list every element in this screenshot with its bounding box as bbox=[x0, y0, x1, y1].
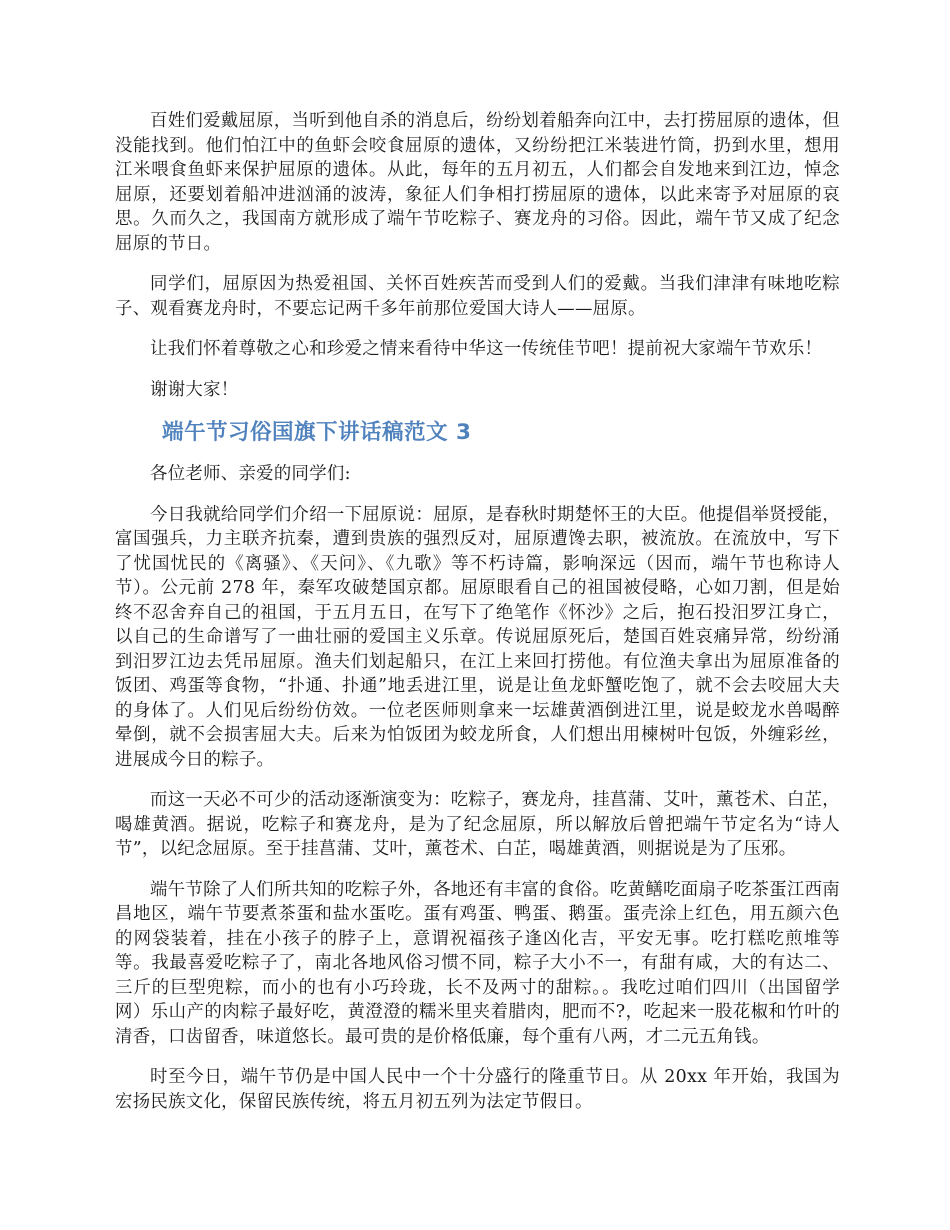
document-body bbox=[115, 109, 840, 1130]
section-heading: 端午节习俗国旗下讲话稿范文 3 bbox=[162, 420, 472, 445]
paragraph: 今日我就给同学们介绍一下屈原说：屈原，是春秋时期楚怀王的大臣。他提倡举贤授能，富国强兵，力主联齐抗秦，遭到贵族的强烈反对，屈原遭馋去职，被流放。在流放中，写下了忧国忧民的《离骚》、《天问》、《九歌》等不朽诗篇，影响深远（因而，端午节也称诗人节）。公元前 278 年，秦军攻破楚国京都。屈原眼看自己的祖国被侵略，心如刀割，但是始终不忍舍弃自己的祖国，于五月五日，在写下了绝笔作《怀沙》之后，抱石投汨罗江身亡，以自己的生命谱写了一曲壮丽的爱国主义乐章。传说屈原死后，楚国百姓哀痛异常，纷纷涌到汨罗江边去凭吊屈原。渔夫们划起船只，在江上来回打捞他。有位渔夫拿出为屈原准备的饭团、鸡蛋等食物，“扑通、扑通”地丢进江里，说是让鱼龙虾蟹吃饱了，就不会去咬屈大夫的身体了。人们见后纷纷仿效。一位老医师则拿来一坛雄黄酒倒进江里，说是蛟龙水兽喝醉晕倒，就不会损害屈大夫。后来为怕饭团为蛟龙所食，人们想出用楝树叶包饭，外缠彩丝，进展成今日的粽子。 bbox=[115, 504, 840, 770]
paragraph: 时至今日，端午节仍是中国人民中一个十分盛行的隆重节日。从 20xx 年开始，我国为宏扬民族文化，保留民族传统，将五月初五列为法定节假日。 bbox=[115, 1067, 840, 1112]
salutation: 各位老师、亲爱的同学们: bbox=[150, 464, 351, 484]
paragraph: 端午节除了人们所共知的吃粽子外，各地还有丰富的食俗。吃黄鳝吃面扇子吃茶蛋江西南昌地区，端午节要煮茶蛋和盐水蛋吃。蛋有鸡蛋、鸭蛋、鹅蛋。蛋壳涂上红色，用五颜六色的网袋装着，挂在小孩子的脖子上，意谓祝福孩子逢凶化吉，平安无事。吃打糕吃煎堆等等。我最喜爱吃粽子了，南北各地风俗习惯不同，粽子大小不一，有甜有咸，大的有达二、三斤的巨型兜粽，而小的也有小巧玲珑，长不及两寸的甜粽。。我吃过咱们四川（出国留学网）乐山产的肉粽子最好吃，黄澄澄的糯米里夹着腊肉，肥而不?，吃起来一股花椒和竹叶的清香，口齿留香，味道悠长。最可贵的是价格低廉，每个重有八两，才二元五角钱。 bbox=[115, 879, 840, 1047]
paragraph: 同学们，屈原因为热爱祖国、关怀百姓疾苦而受到人们的爱戴。当我们津津有味地吃粽子、观看赛龙舟时，不要忘记两千多年前那位爱国大诗人——屈原。 bbox=[115, 274, 840, 319]
closing-thanks: 谢谢大家！ bbox=[150, 379, 239, 400]
paragraph: 百姓们爱戴屈原，当听到他自杀的消息后，纷纷划着船奔向江中，去打捞屈原的遗体，但没能找到。他们怕江中的鱼虾会咬食屈原的遗体，又纷纷把江米装进竹筒，扔到水里，想用江米喂食鱼虾来保护屈原的遗体。从此，每年的五月初五，人们都会自发地来到江边，悼念屈原，还要划着船冲进汹涌的波涛，象征人们争相打捞屈原的遗体，以此来寄予对屈原的哀思。久而久之，我国南方就形成了端午节吃粽子、赛龙舟的习俗。因此，端午节又成了纪念屈原的节日。 bbox=[115, 111, 840, 254]
paragraph: 让我们怀着尊敬之心和珍爱之情来看待中华这一传统佳节吧！提前祝大家端午节欢乐！ bbox=[150, 339, 823, 359]
paragraph: 而这一天必不可少的活动逐渐演变为：吃粽子，赛龙舟，挂菖蒲、艾叶，薰苍术、白芷，喝雄黄酒。据说，吃粽子和赛龙舟，是为了纪念屈原，所以解放后曾把端午节定名为“诗人节”，以纪念屈原。至于挂菖蒲、艾叶，薰苍术、白芷，喝雄黄酒，则据说是为了压邪。 bbox=[115, 790, 840, 859]
